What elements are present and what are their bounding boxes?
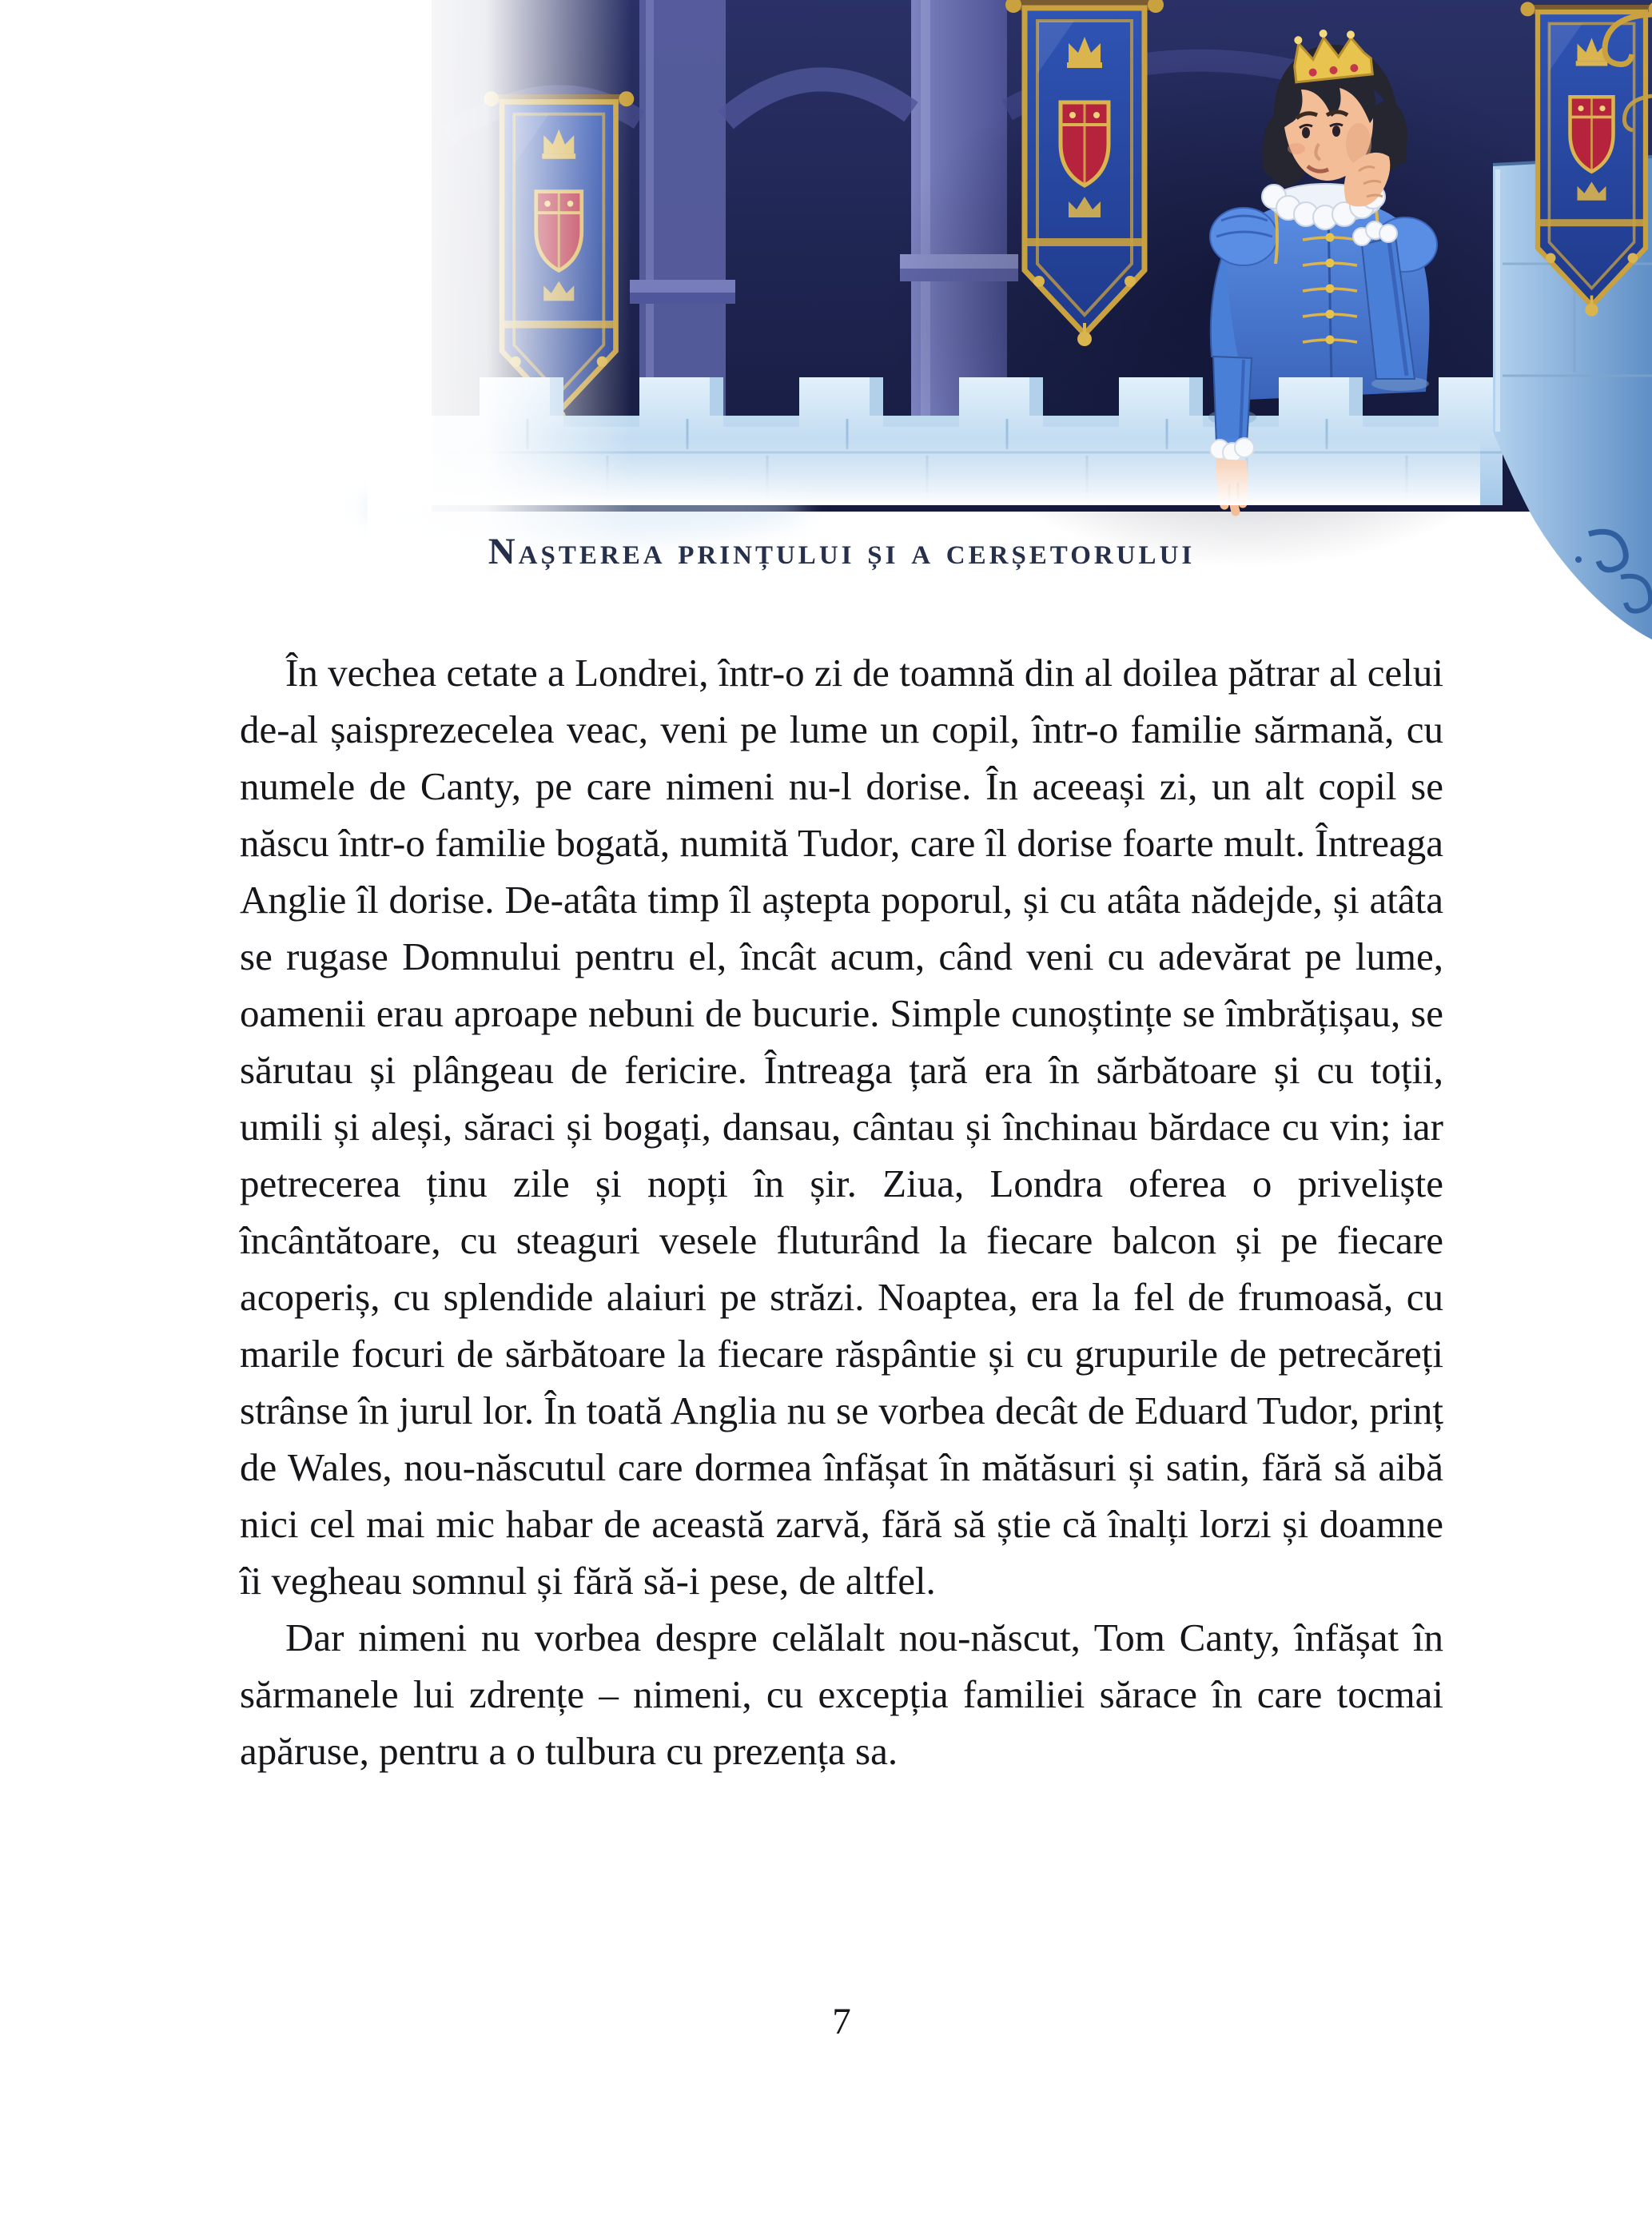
page-number: 7 bbox=[832, 2001, 851, 2042]
paragraph: Dar nimeni nu vorbea despre celălalt nou-născut, Tom Canty, înfășat în sărmanele lui zdrențe – nimeni, cu excepția familiei sărace în care tocmai apăruse, pentru a o tulbura cu prezența sa. bbox=[240, 1615, 1443, 1773]
body-text bbox=[240, 644, 1443, 1779]
paragraph: În vechea cetate a Londrei, într-o zi de toamnă din al doilea pătrar al celui de-al șaisprezecelea veac, veni pe lume un copil, într-o familie sărmană, cu numele de Canty, pe care nimeni nu-l dorise. În aceeași zi, un alt copil se născu într-o familie bogată, numită Tudor, care îl dorise foarte mult. Întreaga Anglie îl dorise. De-atâta timp îl aștepta poporul, și cu atâta nădejde, și atâta se rugase Domnului pentru el, încât acum, când veni cu adevărat pe lume, oamenii erau aproape nebuni de bucurie. Simple cunoștințe se îmbrățișau, se sărutau și plângeau de fericire. Întreaga țară era în sărbătoare și cu toții, umili și aleși, săraci și bogați, dansau, cântau și închinau bărdace cu vin; iar petrecerea ținu zile și nopți în șir. Ziua, Londra oferea o priveliște încântătoare, cu steaguri vesele fluturând la fiecare balcon și pe fiecare acoperiș, cu splendide alaiuri pe străzi. Noaptea, era la fel de frumoasă, cu marile focuri de sărbătoare la fiecare răspântie și cu grupurile de petrecăreți strânse în jurul lor. În toată Anglia nu se vorbea decât de Eduard Tudor, prinț de Wales, nou-născutul care dormea înfășat în mătăsuri și satin, fără să aibă nici cel mai mic habar de această zarvă, fără să știe că înalți lorzi și doamne îi vegheau somnul și fără să-i pese, de altfel. bbox=[240, 651, 1443, 1603]
chapter-title: Nașterea prințului și a cerșetorului bbox=[488, 531, 1196, 573]
